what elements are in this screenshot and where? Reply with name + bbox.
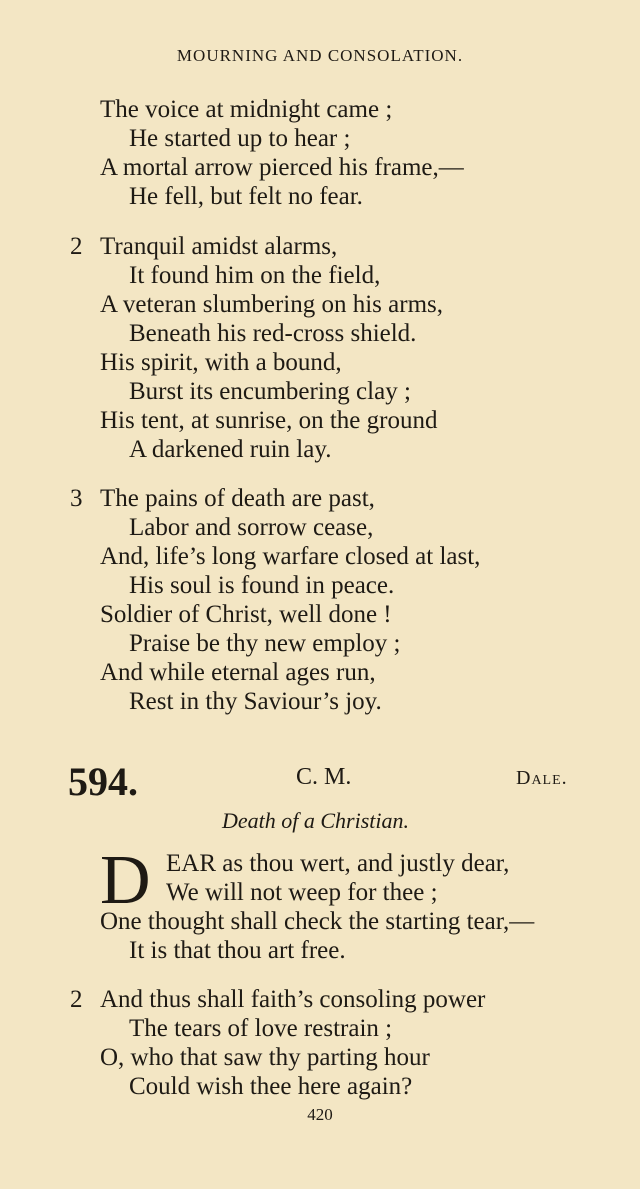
hymn-title: Death of a Christian.: [222, 808, 410, 833]
verse-line: The voice at midnight came ;: [100, 96, 393, 123]
verse-line: Praise be thy new employ ;: [129, 630, 401, 657]
verse-line: One thought shall check the starting tear,—: [100, 908, 535, 935]
verse-line: A mortal arrow pierced his frame,—: [100, 154, 464, 181]
hymn-meter: C. M.: [296, 764, 352, 790]
verse-line: He started up to hear ;: [129, 125, 351, 152]
verse-line: The pains of death are past,: [100, 485, 375, 512]
verse-line: Burst its encumbering clay ;: [129, 378, 411, 405]
verse-line: And thus shall faith’s consoling power: [100, 986, 486, 1013]
stanza-number: 2: [70, 233, 83, 260]
verse-line: Rest in thy Saviour’s joy.: [129, 688, 382, 715]
verse-line: He fell, but felt no fear.: [129, 183, 363, 210]
verse-line: It is that thou art free.: [129, 937, 346, 964]
hymn-tune: Dale.: [516, 767, 568, 789]
verse-line: His spirit, with a bound,: [100, 349, 342, 376]
verse-line: A darkened ruin lay.: [129, 436, 332, 463]
verse-line: And while eternal ages run,: [100, 659, 376, 686]
drop-cap: D: [100, 842, 151, 919]
running-head: MOURNING AND CONSOLATION.: [176, 46, 464, 65]
verse-line: And, life’s long warfare closed at last,: [100, 543, 481, 570]
verse-line: Beneath his red-cross shield.: [129, 320, 417, 347]
verse-line: Tranquil amidst alarms,: [100, 233, 338, 260]
verse-line: Soldier of Christ, well done !: [100, 601, 392, 628]
verse-line: His soul is found in peace.: [129, 572, 395, 599]
verse-line: The tears of love restrain ;: [129, 1015, 393, 1042]
verse-line: His tent, at sunrise, on the ground: [100, 407, 438, 434]
verse-line: A veteran slumbering on his arms,: [100, 291, 443, 318]
verse-line: Labor and sorrow cease,: [129, 514, 374, 541]
verse-line: We will not weep for thee ;: [166, 879, 438, 906]
verse-line: It found him on the field,: [129, 262, 381, 289]
verse-line: Could wish thee here again?: [129, 1073, 413, 1100]
stanza-number: 2: [70, 986, 83, 1013]
hymn-number: 594.: [68, 759, 138, 804]
stanza-number: 3: [70, 485, 83, 512]
page-number: 420: [307, 1105, 333, 1124]
verse-line: EAR as thou wert, and justly dear,: [166, 850, 510, 877]
verse-line: O, who that saw thy parting hour: [100, 1044, 430, 1071]
